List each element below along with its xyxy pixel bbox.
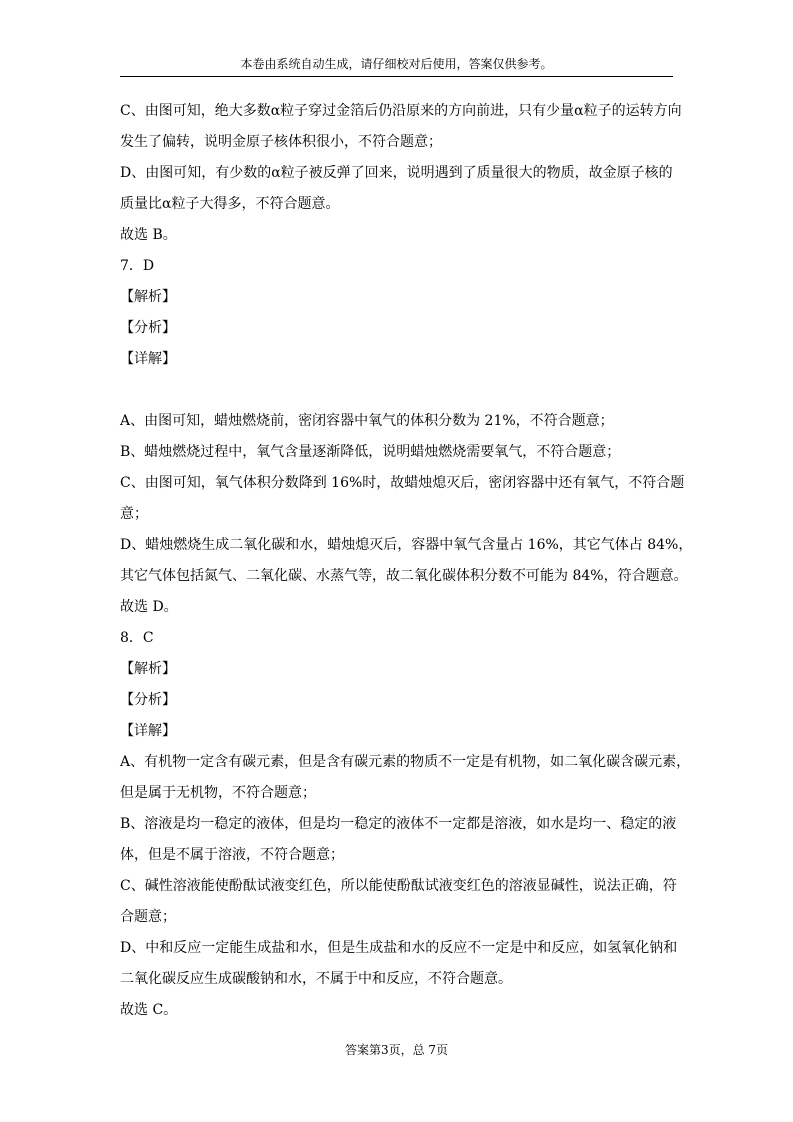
text-line: C、由图可知，氧气体积分数降到 16%时，故蜡烛熄灭后，密闭容器中还有氧气，不符合题: [120, 475, 685, 491]
text-line: A、有机物一定含有碳元素，但是含有碳元素的物质不一定是有机物，如二氧化碳含碳元素，: [120, 754, 691, 770]
text-line: B、溶液是均一稳定的液体，但是均一稳定的液体不一定都是溶液，如水是均一、稳定的液: [120, 816, 677, 832]
section-label-jiexi: 【解析】: [120, 661, 176, 677]
answer-content: [120, 96, 693, 1026]
text-line: 二氧化碳反应生成碳酸钠和水，不属于中和反应，不符合题意。: [120, 971, 512, 987]
text-line: A、由图可知，蜡烛燃烧前，密闭容器中氧气的体积分数为 21%，不符合题意；: [120, 413, 614, 429]
text-line: 故选 B。: [120, 227, 177, 243]
text-line: C、碱性溶液能使酚酞试液变红色，所以能使酚酞试液变红色的溶液显碱性，说法正确，符: [120, 878, 677, 894]
text-line: 发生了偏转，说明金原子核体积很小，不符合题意；: [120, 134, 442, 150]
text-line: 体，但是不属于溶液，不符合题意；: [120, 847, 344, 863]
blank-line: [120, 375, 680, 406]
section-label-fenxi: 【分析】: [120, 320, 176, 336]
text-line: D、由图可知，有少数的α粒子被反弹了回来，说明遇到了质量很大的物质，故金原子核的: [120, 165, 673, 181]
question-number: 7．D: [120, 258, 155, 274]
text-line: 其它气体包括氮气、二氧化碳、水蒸气等，故二氧化碳体积分数不可能为 84%，符合题意。: [120, 568, 688, 584]
text-line: 故选 C。: [120, 1002, 178, 1018]
page-header-notice: 本卷由系统自动生成，请仔细校对后使用，答案仅供参考。: [120, 56, 673, 77]
section-label-xiangjie: 【详解】: [120, 723, 176, 739]
section-label-fenxi: 【分析】: [120, 692, 176, 708]
text-line: D、蜡烛燃烧生成二氧化碳和水，蜡烛熄灭后，容器中氧气含量占 16%，其它气体占 84%，: [120, 537, 693, 553]
text-line: D、中和反应一定能生成盐和水，但是生成盐和水的反应不一定是中和反应，如氢氧化钠和: [120, 940, 678, 956]
text-line: 意；: [120, 506, 148, 522]
section-label-jiexi: 【解析】: [120, 289, 176, 305]
text-line: 合题意；: [120, 909, 176, 925]
question-number: 8．C: [120, 630, 154, 646]
text-line: 但是属于无机物，不符合题意；: [120, 785, 316, 801]
text-line: B、蜡烛燃烧过程中，氧气含量逐渐降低，说明蜡烛燃烧需要氧气，不符合题意；: [120, 444, 621, 460]
text-line: C、由图可知，绝大多数α粒子穿过金箔后仍沿原来的方向前进，只有少量α粒子的运转方向: [120, 103, 682, 119]
text-line: 故选 D。: [120, 599, 178, 615]
section-label-xiangjie: 【详解】: [120, 351, 176, 367]
page-footer-page-number: 答案第3页，总 7页: [344, 1043, 449, 1057]
text-line: 质量比α粒子大得多，不符合题意。: [120, 196, 340, 212]
